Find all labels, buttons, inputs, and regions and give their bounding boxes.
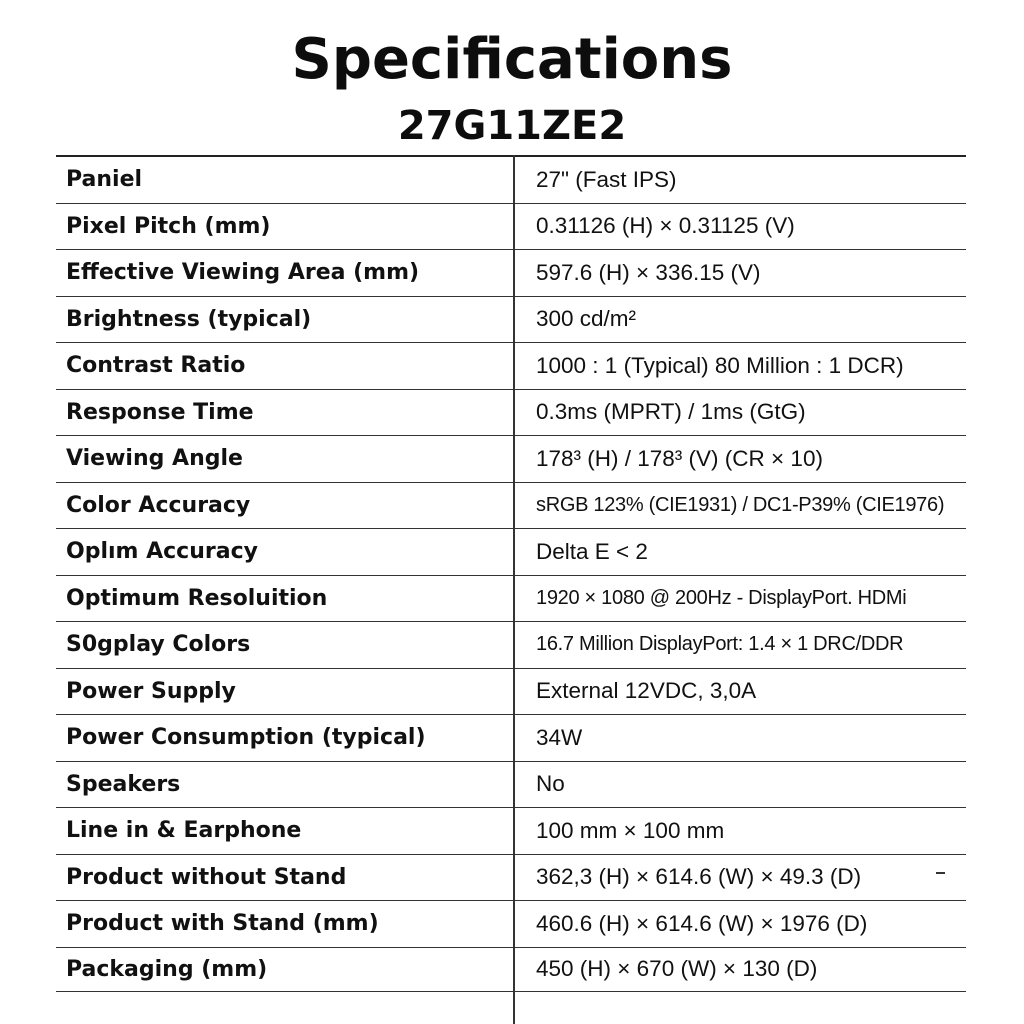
spec-label: Line in & Earphone	[66, 818, 302, 844]
spec-row-line-in	[56, 808, 966, 855]
spec-label: Oplım Accuracy	[66, 539, 258, 565]
spec-value: 0.3ms (MPRT) / 1ms (GtG)	[536, 399, 806, 425]
spec-label: Color Accuracy	[66, 492, 251, 518]
spec-value: 16.7 Million DisplayPort: 1.4 × 1 DRC/DDR	[536, 633, 904, 656]
spec-label: Contrast Ratio	[66, 353, 246, 379]
spec-row-brightness	[56, 297, 966, 344]
spec-value: Delta E < 2	[536, 538, 648, 564]
spec-label: Power Consumption (typical)	[66, 725, 426, 751]
spec-row-product-with-stand	[56, 901, 966, 948]
spec-row-response-time	[56, 390, 966, 437]
spec-value: 362,3 (H) × 614.6 (W) × 49.3 (D)	[536, 864, 862, 890]
spec-value: No	[536, 771, 565, 797]
spec-row-viewing-area	[56, 250, 966, 297]
spec-row-product-without-stand	[56, 855, 966, 902]
spec-label: Paniel	[66, 167, 143, 193]
spec-row-speakers	[56, 762, 966, 809]
model-number: 27G11ZE2	[397, 103, 627, 149]
spec-label: Viewing Angle	[66, 446, 243, 472]
spec-value: 300 cd/m²	[536, 306, 637, 332]
spec-row-color-accuracy	[56, 483, 966, 530]
spec-label: Pixel Pitch (mm)	[66, 213, 271, 239]
page-title: Specifications	[291, 27, 733, 92]
spec-value: 597.6 (H) × 336.15 (V)	[536, 259, 761, 285]
spec-row-viewing-angle	[56, 436, 966, 483]
spec-value: 0.31126 (H) × 0.31125 (V)	[536, 213, 795, 239]
spec-row-power-consumption	[56, 715, 966, 762]
spec-value: 450 (H) × 670 (W) × 130 (D)	[536, 956, 818, 981]
spec-value: 460.6 (H) × 614.6 (W) × 1976 (D)	[536, 910, 868, 936]
spec-label: Optimum Resoluition	[66, 585, 328, 611]
spec-value: 178³ (H) / 178³ (V) (CR × 10)	[536, 445, 823, 471]
spec-label: Product without Stand	[66, 864, 347, 890]
spec-value: sRGB 123% (CIE1931) / DC1-P39% (CIE1976)	[536, 493, 945, 516]
spec-row-panel	[56, 157, 966, 204]
spec-label: Power Supply	[66, 678, 236, 704]
spec-row-display-colors	[56, 622, 966, 669]
spec-label: Speakers	[66, 771, 181, 797]
spec-value: 100 mm × 100 mm	[536, 817, 725, 843]
spec-label: Packaging (mm)	[66, 956, 268, 982]
spec-value: 34W	[536, 724, 583, 750]
spec-row-oplim-accuracy	[56, 529, 966, 576]
spec-value: 1000 : 1 (Typical) 80 Million : 1 DCR)	[536, 352, 904, 378]
spec-value: External 12VDC, 3,0A	[536, 678, 757, 704]
spec-label: Effective Viewing Area (mm)	[66, 260, 420, 286]
spec-row-pixel-pitch	[56, 204, 966, 251]
spec-row-resolution	[56, 576, 966, 623]
spec-row-contrast	[56, 343, 966, 390]
spec-value: 1920 × 1080 @ 200Hz - DisplayPort. HDMi	[536, 586, 907, 609]
spec-label: Response Time	[66, 399, 254, 425]
spec-label: Brightness (typical)	[66, 306, 312, 332]
spec-label: Product with Stand (mm)	[66, 911, 379, 937]
column-divider	[513, 155, 515, 1024]
spec-label: S0gplay Colors	[66, 632, 251, 658]
stray-dash-mark	[936, 872, 945, 874]
spec-table	[56, 155, 966, 992]
spec-row-power-supply	[56, 669, 966, 716]
spec-value: 27" (Fast IPS)	[536, 166, 677, 192]
spec-row-packaging	[56, 948, 966, 992]
